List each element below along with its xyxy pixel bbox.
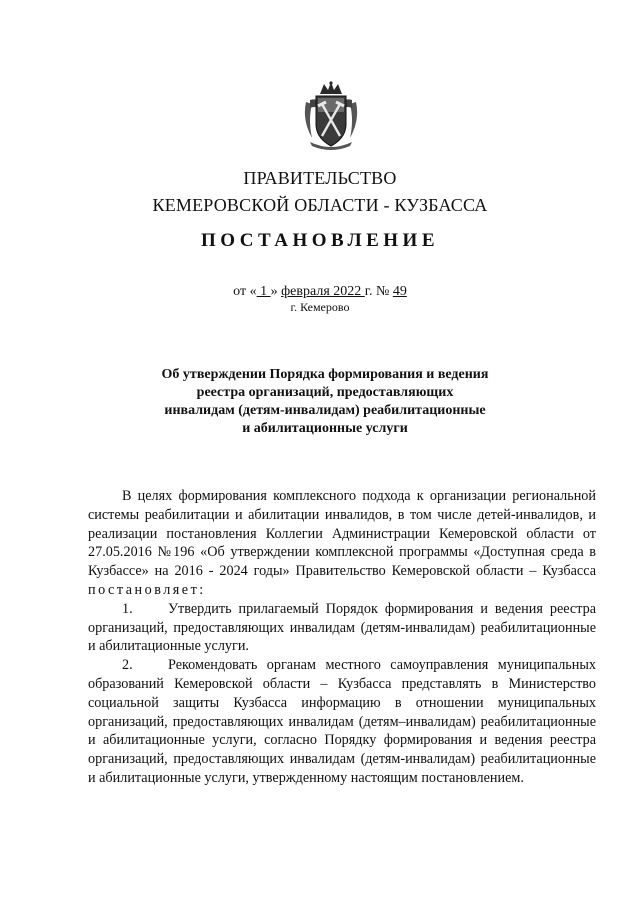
decree-number: 49 (392, 284, 407, 299)
item-1-paragraph: 1. Утвердить прилагаемый Порядок формирования и ведения реестра организаций, предоставляющих инвалидам (детям-инвалидам) реабилитационные и абилитационные услуги. (88, 600, 596, 655)
decree-body (88, 487, 596, 788)
government-name-line1: ПРАВИТЕЛЬСТВО (243, 168, 397, 188)
coat-of-arms-icon (300, 80, 362, 150)
date-day: 1 (256, 284, 271, 299)
item-1-number: 1. (122, 600, 133, 617)
date-g: г. № (364, 284, 393, 299)
date-month-year: февраля 2022 (281, 284, 365, 299)
item-2-paragraph: 2. Рекомендовать органам местного самоуправления муниципальных образований Кемеровской области – Кузбасса представлять в Министерство социальной защиты Кузбасса информацию в отношении муниципальных организаций, предоставляющих инвалидам (детям–инвалидам) реабилитационные и абилитационные услуги, согласно Порядку формирования и ведения реестра организаций, предоставляющих инвалидам (детям-инвалидам) реабилитационные и абилитационные услуги, утвержденному настоящим постановлением. (88, 657, 596, 786)
decree-heading: Об утверждении Порядка формирования и ведения реестра организаций, предоставляющих инвалидам (детям-инвалидам) реабилитационные и абилитационные услуги (161, 367, 489, 436)
intro-paragraph: В целях формирования комплексного подхода к организации региональной системы реабилитации и абилитации инвалидов, в том числе детей-инвалидов, и реализации постановления Коллегии Администрации Кемеровской области от 27.05.2016 №196 «Об утверждении комплексной программы «Доступная среда в Кузбассе» на 2016 - 2024 годы» Правительство Кемеровской области – Кузбасса постановляет: (88, 488, 596, 598)
government-name-line2: КЕМЕРОВСКОЙ ОБЛАСТИ - КУЗБАССА (152, 195, 488, 215)
document-type-title: ПОСТАНОВЛЕНИЕ (200, 230, 440, 251)
item-2-number: 2. (122, 657, 133, 674)
date-mid: » (270, 284, 282, 299)
decree-city: г. Кемерово (290, 300, 350, 314)
date-prefix: от « (233, 284, 257, 299)
resolves-word: постановляет: (88, 581, 206, 598)
decree-date-line (0, 283, 640, 301)
